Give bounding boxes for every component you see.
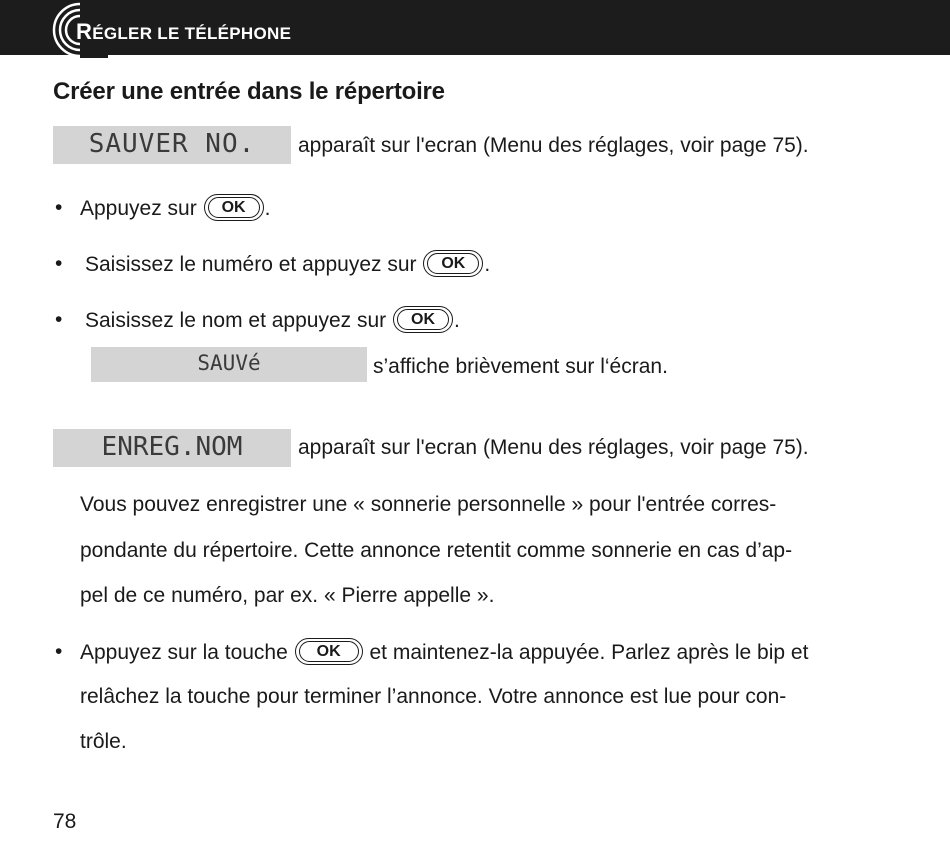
bullet: • bbox=[55, 308, 63, 331]
step-2-period: . bbox=[484, 253, 491, 277]
lcd-display-saved: SAUVé bbox=[91, 347, 367, 382]
ok-key-icon bbox=[204, 194, 264, 221]
ok-key-label: OK bbox=[427, 253, 479, 274]
bullet: • bbox=[55, 252, 63, 275]
step-3-text: Saisissez le nom et appuyez sur bbox=[85, 309, 387, 333]
lcd-display-save-name: ENREG.NOM bbox=[53, 429, 291, 467]
ok-key-icon bbox=[423, 250, 483, 277]
header-title-rest: ÉGLER LE TÉLÉPHONE bbox=[92, 24, 292, 43]
ok-key-icon bbox=[393, 306, 453, 333]
appears-text-2: apparaît sur l'ecran (Menu des réglages, voir page 75). bbox=[298, 436, 809, 459]
ok-key-label: OK bbox=[208, 197, 260, 218]
paragraph-line-1: Vous pouvez enregistrer une « sonnerie personnelle » pour l'entrée corres- bbox=[80, 493, 777, 516]
header-title bbox=[76, 19, 291, 45]
step-4-text-after: et maintenez-la appuyée. Parlez après le bip et bbox=[369, 641, 809, 665]
ok-key-label: OK bbox=[299, 641, 359, 662]
step-2-text: Saisissez le numéro et appuyez sur bbox=[85, 253, 417, 277]
step-1-text: Appuyez sur bbox=[80, 197, 197, 221]
paragraph-line-3: pel de ce numéro, par ex. « Pierre appelle ». bbox=[80, 584, 495, 607]
section-title: Créer une entrée dans le répertoire bbox=[53, 78, 445, 105]
step-3-period: . bbox=[454, 309, 460, 333]
ok-key-label: OK bbox=[397, 309, 449, 330]
header-title-initial: R bbox=[76, 19, 93, 44]
step-4-line-3: trôle. bbox=[80, 730, 127, 753]
step-4 bbox=[80, 640, 808, 667]
ok-key-icon bbox=[295, 638, 363, 665]
bullet: • bbox=[55, 196, 63, 219]
lcd-display-save-no: SAUVER NO. bbox=[53, 126, 291, 164]
step-3 bbox=[85, 308, 460, 335]
paragraph-line-2: pondante du répertoire. Cette annonce retentit comme sonnerie en cas d’ap- bbox=[80, 539, 793, 562]
step-4-line-2: relâchez la touche pour terminer l’annonce. Votre annonce est lue pour con- bbox=[80, 685, 787, 708]
page-number: 78 bbox=[53, 810, 77, 833]
step-4-text: Appuyez sur la touche bbox=[80, 641, 288, 665]
appears-text-1: apparaît sur l'ecran (Menu des réglages, voir page 75). bbox=[298, 134, 809, 157]
step-1-period: . bbox=[264, 197, 271, 221]
step-2 bbox=[85, 252, 490, 279]
bullet: • bbox=[55, 640, 63, 663]
briefly-text: s’affiche brièvement sur l‘écran. bbox=[373, 355, 668, 378]
step-1 bbox=[80, 196, 270, 223]
